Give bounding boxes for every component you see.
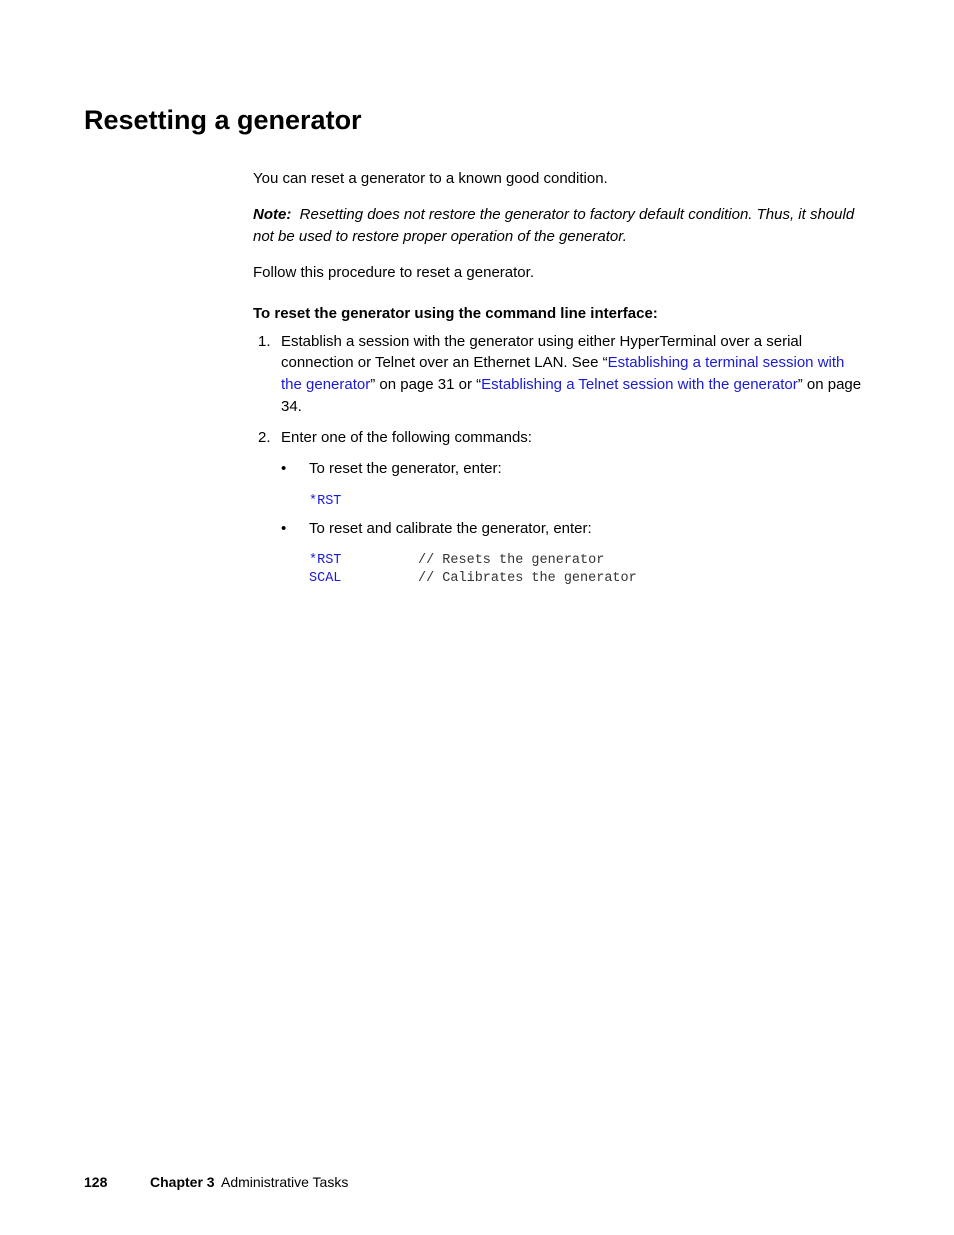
bullet-1-text: To reset the generator, enter: [309, 460, 502, 477]
step-1-number: 1. [258, 333, 271, 350]
bullet-2-dot: • [281, 520, 287, 537]
step-1-line-1: Establish a session with the generator using either HyperTerminal over a serial [281, 333, 803, 350]
telnet-session-link[interactable]: Establishing a Telnet session with the generator [481, 376, 798, 393]
code-command: *RST [309, 553, 342, 568]
code-block-1 [309, 493, 341, 511]
code-block-2-line-2 [309, 570, 341, 588]
code-command: SCAL [309, 571, 342, 586]
page-title: Resetting a generator [84, 105, 362, 135]
step-1-line-2-text: connection or Telnet over an Ethernet LAN. See “ [281, 354, 608, 371]
note-line-2: not be used to restore proper operation of the generator. [253, 228, 627, 245]
terminal-session-link[interactable]: Establishing a terminal session with [607, 354, 845, 371]
step-2-text: Enter one of the following commands: [281, 429, 532, 446]
procedure-title: To reset the generator using the command line interface: [253, 305, 658, 322]
step-1-line-3-post: ” on page [797, 376, 862, 393]
intro-paragraph: You can reset a generator to a known good condition. [253, 170, 608, 187]
note-line-1 [253, 204, 854, 226]
note-label: Note: [253, 206, 292, 223]
note-text-1: Resetting does not restore the generator to factory default condition. Thus, it should [299, 206, 855, 223]
step-1-line-3-mid: ” on page 31 or “ [370, 376, 482, 393]
terminal-session-link-cont[interactable]: the generator [281, 376, 371, 393]
page-number: 128 [84, 1174, 108, 1190]
step-2-number: 2. [258, 429, 271, 446]
code-block-2-line-1 [309, 552, 341, 570]
follow-paragraph: Follow this procedure to reset a generator. [253, 264, 534, 281]
bullet-2-text: To reset and calibrate the generator, enter: [309, 520, 592, 537]
step-1-line-2 [281, 352, 844, 374]
footer-section: Administrative Tasks [221, 1174, 349, 1190]
code-block-2-comment-2: // Calibrates the generator [418, 571, 637, 586]
code-command: *RST [309, 494, 342, 509]
footer-chapter: Chapter 3 [150, 1174, 215, 1190]
step-1-line-3 [281, 374, 861, 396]
step-1-line-4: 34. [281, 398, 302, 415]
bullet-1-dot: • [281, 460, 287, 477]
code-block-2-comment-1: // Resets the generator [418, 553, 605, 568]
